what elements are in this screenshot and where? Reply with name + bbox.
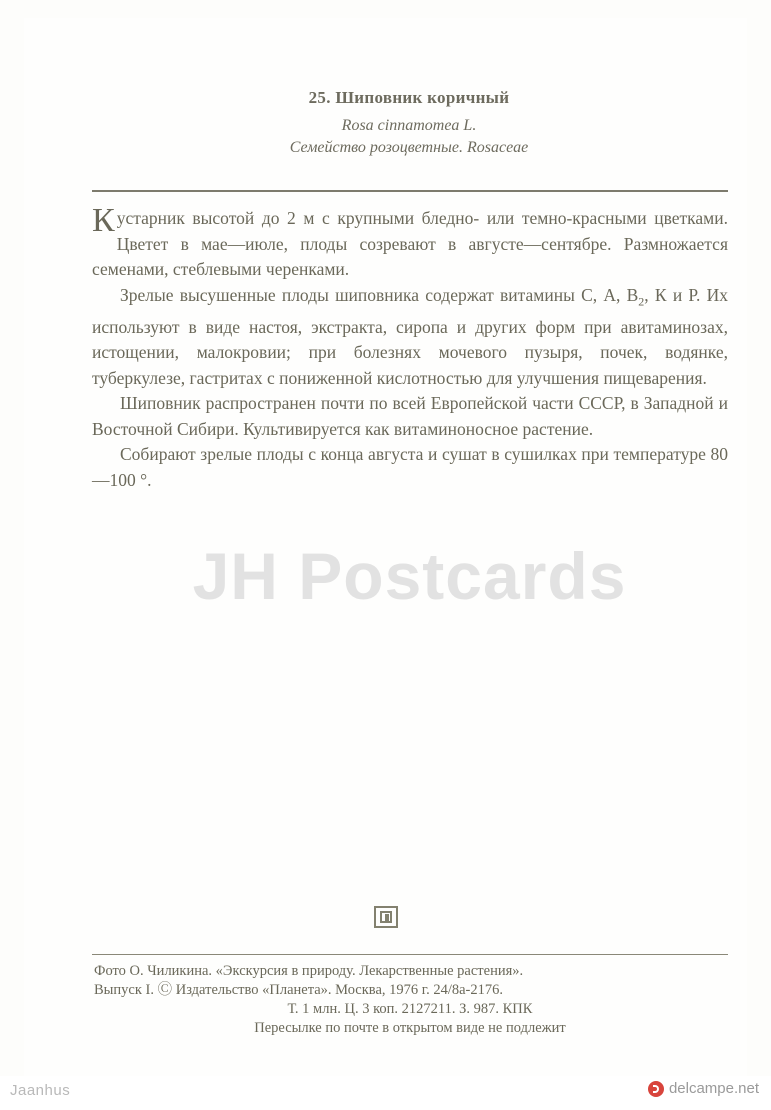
drop-cap: К <box>92 202 115 239</box>
vitamin-subscript: 2 <box>638 294 645 308</box>
delcampe-logo-icon <box>648 1081 664 1097</box>
header-divider <box>92 190 728 192</box>
seller-brand-label: Jaanhus <box>10 1082 71 1099</box>
imprint-line-3: Т. 1 млн. Ц. 3 коп. 2127211. З. 987. КПК <box>287 1001 533 1017</box>
paragraph-2 <box>92 283 728 392</box>
imprint-line-2: Выпуск I. Ⓒ Издательство «Планета». Москва, 1976 г. 24/8а-2176. <box>94 982 503 998</box>
delcampe-brand-label: delcampe.net <box>668 1080 759 1097</box>
imprint-line-4: Пересылке по почте в открытом виде не подлежит <box>254 1020 566 1036</box>
paragraph-4: Собирают зрелые плоды с конца августа и сушат в сушилках при температуре 80—100 °. <box>92 444 728 490</box>
postcard-paper <box>24 18 747 1076</box>
latin-name: Rosa cinnamomea L. <box>341 117 477 134</box>
paragraph-2-text-a: Зрелые высушенные плоды шиповника содержат витамины С, А, В <box>120 284 639 305</box>
paragraph-1 <box>92 202 728 283</box>
paragraph-1-text: устарник высотой до 2 м с крупными бледно- или темно-красными цветками. Цветет в мае—июле, плоды созревают в августе—сентябре. Размножается семенами, стеблевыми черенками. <box>92 208 728 279</box>
title-block <box>94 88 724 157</box>
paragraph-2-text-b: , К и Р. Их используют в виде настоя, экстракта, сиропа и других форм при авитаминозах, истощении, малокровии; при болезнях мочевого пузыря, почек, водянке, туберкулезе, гастритах с пониженной кислотностью для улучшения пищеварения. <box>92 284 728 388</box>
page-title: 25. Шиповник коричный <box>308 88 510 107</box>
watermark-text: JH Postcards <box>192 539 627 613</box>
family-name: Семейство розоцветные. Rosaceae <box>289 139 529 156</box>
publisher-mark-icon <box>374 906 398 928</box>
paragraph-3: Шиповник распространен почти по всей Европейской части СССР, в Западной и Восточной Сибири. Культивируется как витаминоносное растение. <box>92 393 728 439</box>
delcampe-brand <box>648 1080 759 1097</box>
description-text <box>92 202 728 493</box>
footer-divider <box>92 954 728 955</box>
imprint-line-1: Фото О. Чиликина. «Экскурсия в природу. Лекарственные растения». <box>94 963 524 979</box>
imprint-block <box>92 962 728 1038</box>
